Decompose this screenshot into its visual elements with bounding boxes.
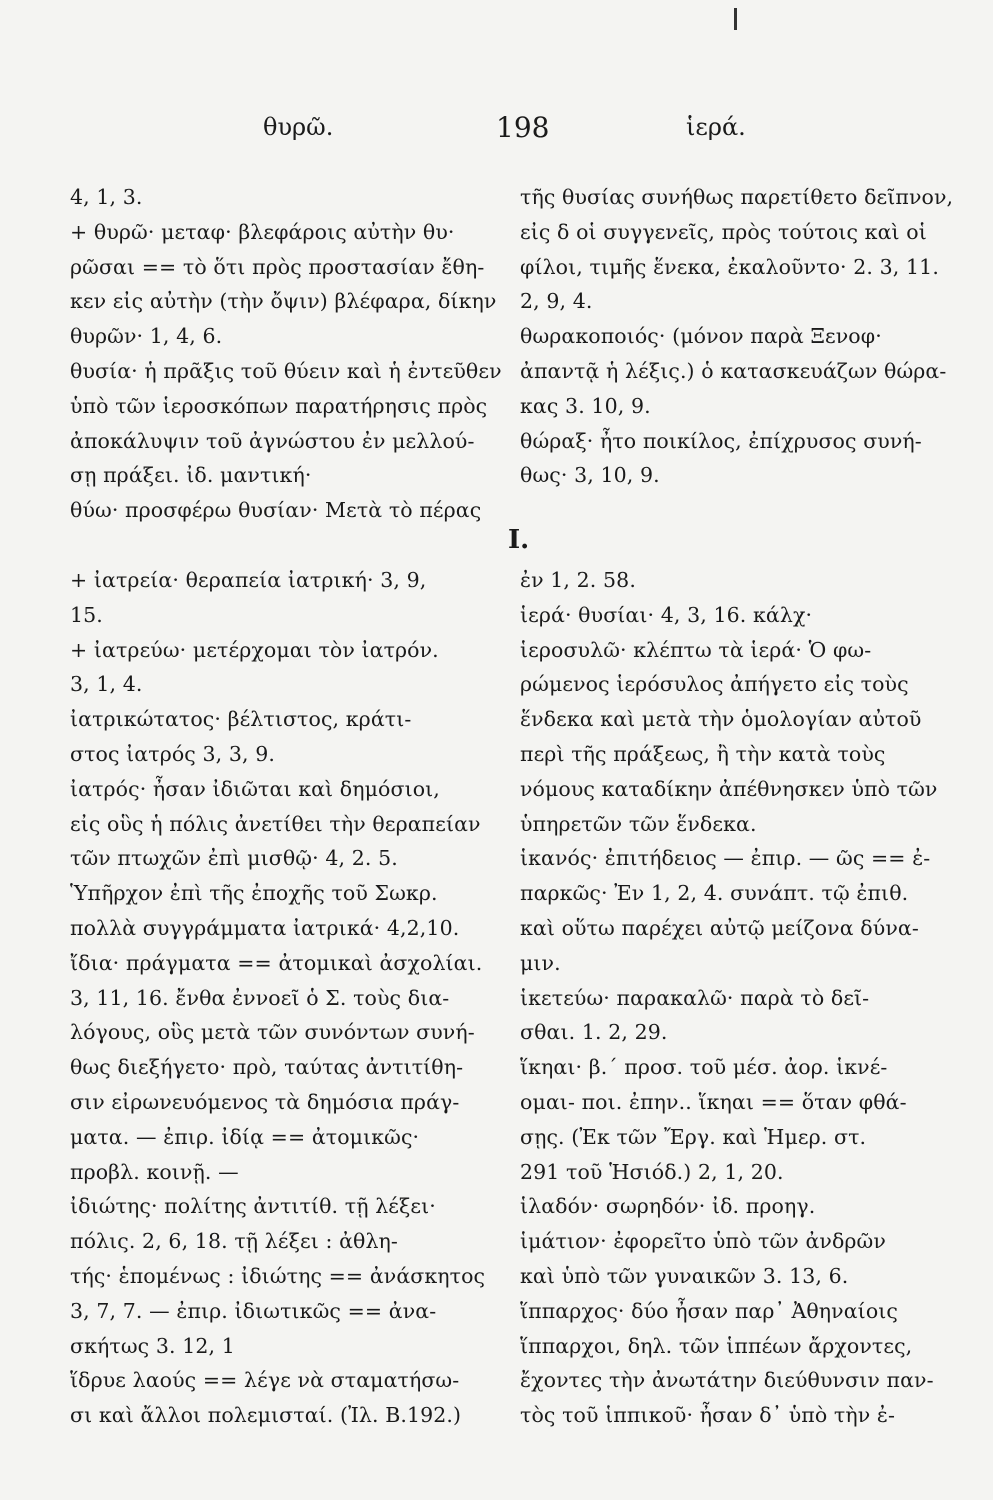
text-line: σι καὶ ἄλλοι πολεμισταί. (Ἰλ. Β.192.) bbox=[70, 1403, 462, 1428]
text-line: ἔχοντες τὴν ἀνωτάτην διεύθυνσιν παν- bbox=[520, 1368, 934, 1393]
text-line: θυρῶν· 1, 4, 6. bbox=[70, 324, 223, 349]
header-left-word: θυρῶ. bbox=[263, 113, 334, 141]
text-line: ρῶσαι == τὸ ὅτι πρὸς προστασίαν ἔθη- bbox=[70, 254, 485, 279]
page-number: 198 bbox=[496, 111, 550, 144]
text-line: τῶν πτωχῶν ἐπὶ μισθῷ· 4, 2. 5. bbox=[70, 846, 398, 871]
text-line: προβλ. κοινῇ. — bbox=[70, 1159, 239, 1184]
right-column-bottom bbox=[520, 563, 960, 1433]
text-line: σιν εἰρωνευόμενος τὰ δημόσια πράγ- bbox=[70, 1089, 460, 1114]
text-line: ἀποκάλυψιν τοῦ ἀγνώστου ἐν μελλού- bbox=[70, 428, 475, 453]
text-line: ρώμενος ἱερόσυλος ἀπήγετο εἰς τοὺς bbox=[520, 672, 909, 697]
text-line: Ὑπῆρχον ἐπὶ τῆς ἐποχῆς τοῦ Σωκρ. bbox=[70, 881, 438, 906]
header-right-word: ἱερά. bbox=[686, 113, 746, 141]
text-line: ἱκανός· ἐπιτήδειος — ἐπιρ. — ῶς == ἐ- bbox=[520, 846, 931, 871]
text-line: πόλις. 2, 6, 18. τῇ λέξει : ἀθλη- bbox=[70, 1229, 398, 1254]
text-line: στος ἰατρός 3, 3, 9. bbox=[70, 741, 275, 766]
text-line: ομαι- ποι. ἐπην.. ἵκηαι == ὅταν φθά- bbox=[520, 1089, 907, 1114]
text-line: + ἰατρεύω· μετέρχομαι τὸν ἰατρόν. bbox=[70, 637, 439, 662]
text-line: ἵππαρχος· δύο ἦσαν παρ᾽ Ἀθηναίοις bbox=[520, 1298, 898, 1323]
text-line: ἱερά· θυσίαι· 4, 3, 16. κάλχ· bbox=[520, 602, 813, 627]
text-line: ἵππαρχοι, δηλ. τῶν ἱππέων ἄρχοντες, bbox=[520, 1333, 913, 1358]
text-line: τὸς τοῦ ἱππικοῦ· ἦσαν δ᾽ ὑπὸ τὴν ἐ- bbox=[520, 1403, 896, 1428]
text-line: κας 3. 10, 9. bbox=[520, 393, 651, 418]
text-line: ἱμάτιον· ἐφορεῖτο ὑπὸ τῶν ἀνδρῶν bbox=[520, 1229, 886, 1254]
text-line: ἰατρικώτατος· βέλτιστος, κράτι- bbox=[70, 707, 412, 732]
text-line: καὶ ὑπὸ τῶν γυναικῶν 3. 13, 6. bbox=[520, 1263, 849, 1288]
text-line: ἵδρυε λαούς == λέγε νὰ σταματήσω- bbox=[70, 1368, 460, 1393]
text-line: θώραξ· ἦτο ποικίλος, ἐπίχρυσος συνή- bbox=[520, 428, 922, 453]
text-line: θως· 3, 10, 9. bbox=[520, 463, 660, 488]
text-line: 3, 7, 7. — ἐπιρ. ἰδιωτικῶς == ἀνα- bbox=[70, 1298, 437, 1323]
text-line: 4, 1, 3. bbox=[70, 185, 143, 209]
text-line: εἰς οὓς ἡ πόλις ἀνετίθει τὴν θεραπείαν bbox=[70, 811, 481, 836]
section-letter: I. bbox=[508, 525, 530, 555]
text-line: 15. bbox=[70, 602, 103, 627]
text-line: + ἰατρεία· θεραπεία ἰατρική· 3, 9, bbox=[70, 568, 427, 592]
text-line: παρκῶς· Ἐν 1, 2, 4. συνάπτ. τῷ ἐπιθ. bbox=[520, 881, 909, 906]
text-line: νόμους καταδίκην ἀπέθνησκεν ὑπὸ τῶν bbox=[520, 776, 938, 801]
text-line: περὶ τῆς πράξεως, ἢ τὴν κατὰ τοὺς bbox=[520, 741, 886, 766]
text-line: ὑπηρετῶν τῶν ἕνδεκα. bbox=[520, 811, 757, 836]
text-line: θως διεξήγετο· πρὸ, ταύτας ἀντιτίθη- bbox=[70, 1055, 464, 1080]
text-line: ματα. — ἐπιρ. ἰδίᾳ == ἀτομικῶς· bbox=[70, 1124, 420, 1149]
text-line: ἰδιώτης· πολίτης ἀντιτίθ. τῇ λέξει· bbox=[70, 1194, 436, 1219]
text-line: 3, 11, 16. ἔνθα ἐννοεῖ ὁ Σ. τοὺς δια- bbox=[70, 985, 450, 1010]
text-line: σῃ πράξει. ἰδ. μαντική· bbox=[70, 463, 312, 488]
text-line: ἱεροσυλῶ· κλέπτω τὰ ἱερά· Ὁ φω- bbox=[520, 637, 872, 662]
text-line: τής· ἑπομένως : ἰδιώτης == ἀνάσκητος bbox=[70, 1263, 486, 1288]
scan-mark bbox=[734, 8, 737, 30]
text-line: φίλοι, τιμῆς ἕνεκα, ἐκαλοῦντο· 2. 3, 11. bbox=[520, 254, 939, 279]
page-header bbox=[0, 113, 993, 153]
text-line: θύω· προσφέρω θυσίαν· Μετὰ τὸ πέρας bbox=[70, 498, 482, 523]
text-line: ἴδια· πράγματα == ἀτομικαὶ ἀσχολίαι. bbox=[70, 950, 483, 975]
text-line: σῃς. (Ἐκ τῶν Ἔργ. καὶ Ἡμερ. στ. bbox=[520, 1124, 867, 1149]
text-line: 291 τοῦ Ἡσιόδ.) 2, 1, 20. bbox=[520, 1159, 784, 1184]
text-line: λόγους, οὓς μετὰ τῶν συνόντων συνή- bbox=[70, 1020, 475, 1045]
text-line: τῆς θυσίας συνήθως παρετίθετο δεῖπνον, bbox=[520, 185, 954, 209]
left-column-top bbox=[70, 180, 510, 528]
text-line: καὶ οὕτω παρέχει αὐτῷ μείζονα δύνα- bbox=[520, 915, 919, 940]
text-line: εἰς δ οἱ συγγενεῖς, πρὸς τούτοις καὶ οἱ bbox=[520, 219, 927, 244]
text-line: + θυρῶ· μεταφ· βλεφάροις αὐτὴν θυ· bbox=[70, 219, 455, 244]
text-line: κεν εἰς αὐτὴν (τὴν ὄψιν) βλέφαρα, δίκην bbox=[70, 289, 497, 314]
right-column-top bbox=[520, 180, 960, 493]
text-line: ἕνδεκα καὶ μετὰ τὴν ὁμολογίαν αὐτοῦ bbox=[520, 707, 922, 732]
text-line: θωρακοποιός· (μόνον παρὰ Ξενοφ· bbox=[520, 324, 882, 349]
text-line: πολλὰ συγγράμματα ἰατρικά· 4,2,10. bbox=[70, 915, 460, 940]
text-line: ἵκηαι· β.΄ προσ. τοῦ μέσ. ἀορ. ἱκνέ- bbox=[520, 1055, 888, 1080]
text-line: ἱλαδόν· σωρηδόν· ἰδ. προηγ. bbox=[520, 1194, 816, 1219]
left-column-bottom bbox=[70, 563, 510, 1433]
text-line: ἰατρός· ἦσαν ἰδιῶται καὶ δημόσιοι, bbox=[70, 776, 440, 801]
text-line: ἐν 1, 2. 58. bbox=[520, 568, 636, 592]
text-line: μιν. bbox=[520, 950, 561, 975]
text-line: σκήτως 3. 12, 1 bbox=[70, 1333, 235, 1358]
text-line: ἱκετεύω· παρακαλῶ· παρὰ τὸ δεῖ- bbox=[520, 985, 870, 1010]
text-line: ὑπὸ τῶν ἱεροσκόπων παρατήρησις πρὸς bbox=[70, 393, 488, 418]
text-line: σθαι. 1. 2, 29. bbox=[520, 1020, 668, 1045]
text-line: 2, 9, 4. bbox=[520, 289, 593, 314]
text-line: ἀπαντᾷ ἡ λέξις.) ὁ κατασκευάζων θώρα- bbox=[520, 358, 947, 383]
text-line: 3, 1, 4. bbox=[70, 672, 143, 697]
text-line: θυσία· ἡ πρᾶξις τοῦ θύειν καὶ ἡ ἐντεῦθεν bbox=[70, 358, 502, 383]
